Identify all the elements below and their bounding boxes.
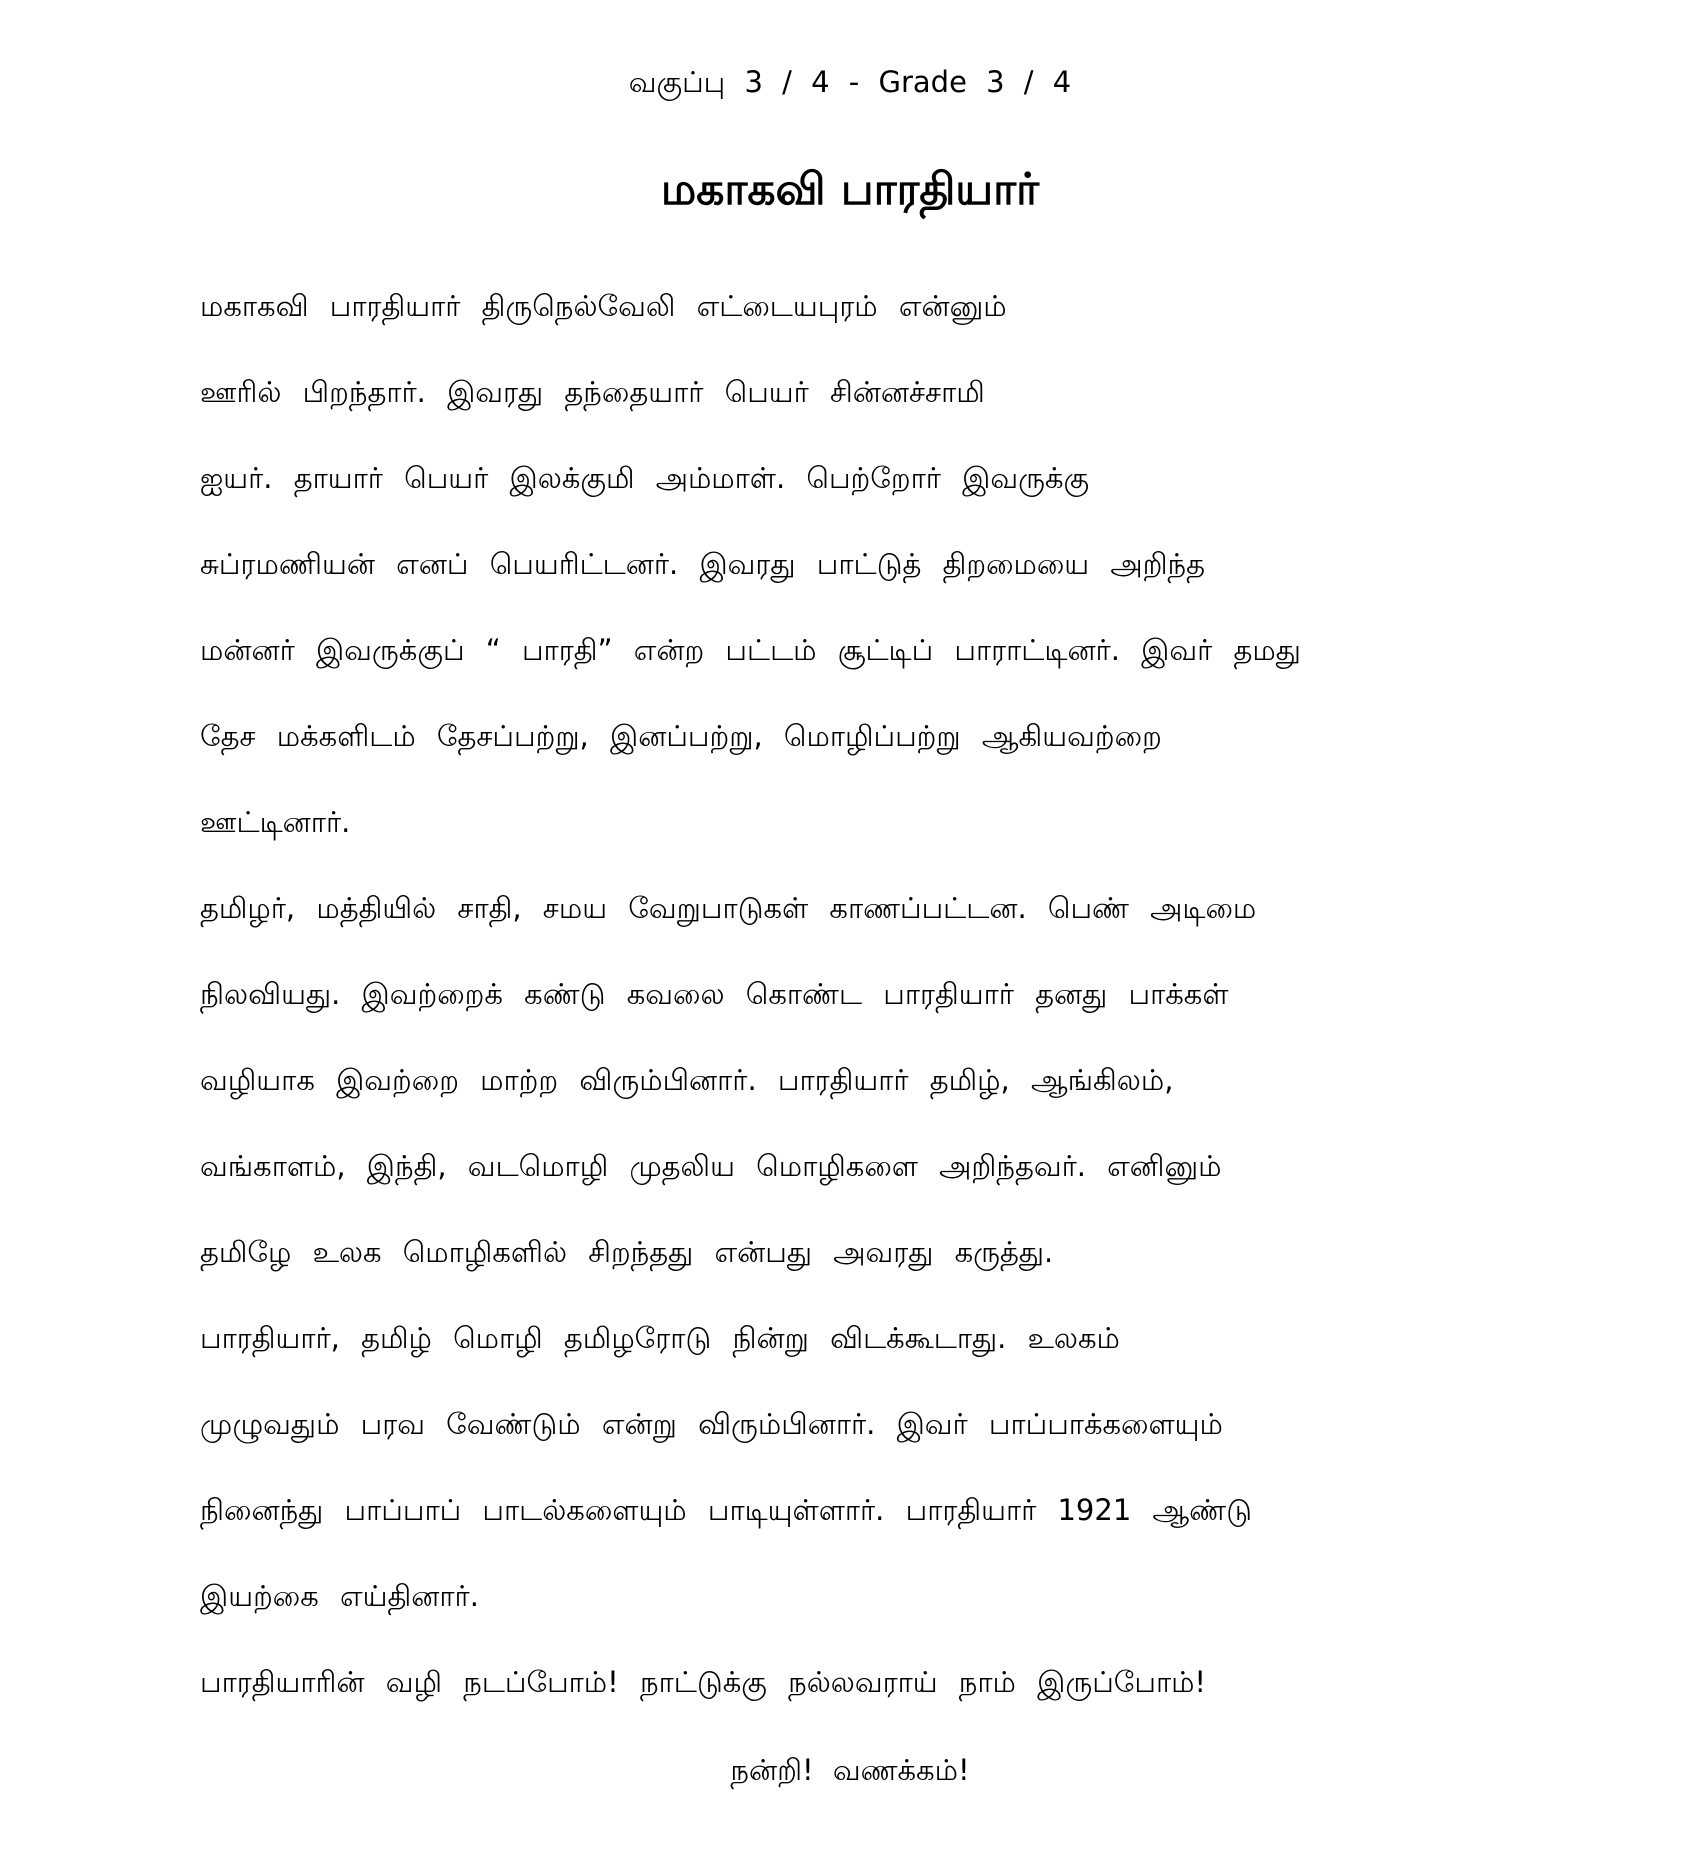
text-line: நிலவியது. இவற்றைக் கண்டு கவலை கொண்ட பாரதியார் தனது பாக்கள் — [200, 977, 1229, 1011]
text-line: பாரதியாரின் வழி நடப்போம்! நாட்டுக்கு நல்லவராய் நாம் இருப்போம்! — [200, 1665, 1207, 1699]
closing-greeting: நன்றி! வணக்கம்! — [730, 1753, 970, 1787]
text-line: மகாகவி பாரதியார் திருநெல்வேலி எட்டையபுரம் என்னும் — [200, 289, 1007, 323]
text-line: முழுவதும் பரவ வேண்டும் என்று விரும்பினார். இவர் பாப்பாக்களையும் — [200, 1407, 1223, 1441]
text-line: ஐயர். தாயார் பெயர் இலக்குமி அம்மாள். பெற்றோர் இவருக்கு — [200, 461, 1090, 495]
text-line: வழியாக இவற்றை மாற்ற விரும்பினார். பாரதியார் தமிழ், ஆங்கிலம், — [200, 1063, 1174, 1097]
text-line: வங்காளம், இந்தி, வடமொழி முதலிய மொழிகளை அறிந்தவர். எனினும் — [200, 1149, 1222, 1183]
text-line: நினைந்து பாப்பாப் பாடல்களையும் பாடியுள்ளார். பாரதியார் 1921 ஆண்டு — [200, 1493, 1252, 1527]
grade-heading: வகுப்பு 3 / 4 - Grade 3 / 4 — [628, 65, 1072, 99]
body-paragraph — [200, 286, 1520, 1748]
text-line: தமிழர், மத்தியில் சாதி, சமய வேறுபாடுகள் காணப்பட்டன. பெண் அடிமை — [200, 891, 1257, 925]
text-line: இயற்கை எய்தினார். — [200, 1579, 479, 1613]
text-line: மன்னர் இவருக்குப் “ பாரதி” என்ற பட்டம் சூட்டிப் பாராட்டினர். இவர் தமது — [200, 633, 1301, 667]
text-line: தமிழே உலக மொழிகளில் சிறந்தது என்பது அவரது கருத்து. — [200, 1235, 1054, 1269]
page-title: மகாகவி பாரதியார் — [660, 164, 1040, 215]
text-line: பாரதியார், தமிழ் மொழி தமிழரோடு நின்று விடக்கூடாது. உலகம் — [200, 1321, 1120, 1355]
text-line: ஊட்டினார். — [200, 805, 351, 839]
text-line: தேச மக்களிடம் தேசப்பற்று, இனப்பற்று, மொழிப்பற்று ஆகியவற்றை — [200, 719, 1162, 753]
text-line: ஊரில் பிறந்தார். இவரது தந்தையார் பெயர் சின்னச்சாமி — [200, 375, 985, 409]
text-line: சுப்ரமணியன் எனப் பெயரிட்டனர். இவரது பாட்டுத் திறமையை அறிந்த — [200, 547, 1206, 581]
